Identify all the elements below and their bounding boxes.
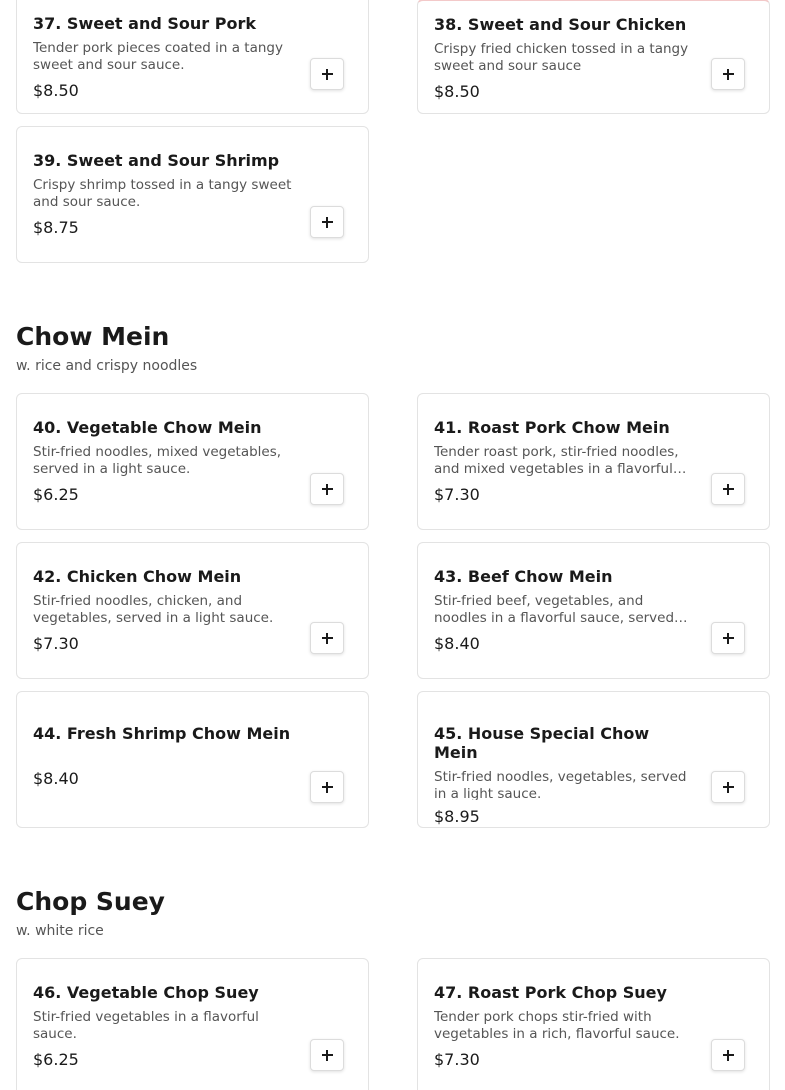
item-price: $7.30 (434, 1050, 480, 1069)
plus-icon (322, 69, 333, 80)
item-price: $7.30 (434, 485, 480, 504)
item-description: Crispy shrimp tossed in a tangy sweet and sour sauce. (33, 177, 292, 210)
plus-icon (723, 782, 734, 793)
plus-icon (723, 633, 734, 644)
section-title: Chop Suey (16, 887, 165, 916)
add-to-cart-button[interactable] (310, 1039, 344, 1071)
item-price: $8.50 (434, 81, 480, 101)
add-to-cart-button[interactable] (310, 206, 344, 238)
item-price: $6.25 (33, 485, 79, 504)
menu-item-card[interactable] (417, 393, 770, 530)
section-subtitle: w. white rice (16, 923, 104, 939)
item-title: 41. Roast Pork Chow Mein (434, 418, 670, 437)
plus-icon (723, 1050, 734, 1061)
add-to-cart-button[interactable] (310, 771, 344, 803)
plus-icon (322, 484, 333, 495)
add-to-cart-button[interactable] (711, 473, 745, 505)
item-description: Stir-fried beef, vegetables, and noodles in a flavorful sauce, served (434, 593, 675, 626)
add-to-cart-button[interactable] (711, 58, 745, 90)
item-description: Stir-fried noodles, vegetables, served in a light sauce. (434, 769, 687, 800)
item-description: Stir-fried noodles, mixed vegetables, served in a light sauce. (33, 444, 282, 477)
item-description: Crispy fried chicken tossed in a tangy sweet and sour sauce (434, 40, 689, 74)
item-title: 40. Vegetable Chow Mein (33, 418, 262, 437)
item-title: 38. Sweet and Sour Chicken (434, 14, 687, 34)
plus-icon (723, 484, 734, 495)
item-title: 43. Beef Chow Mein (434, 567, 613, 586)
item-description: Tender pork pieces coated in a tangy sweet and sour sauce. (33, 39, 283, 73)
add-to-cart-button[interactable] (310, 622, 344, 654)
section-title: Chow Mein (16, 322, 170, 351)
item-title: 45. House Special Chow Mein (434, 724, 650, 762)
menu-item-card[interactable] (417, 0, 770, 114)
item-price: $6.25 (33, 1050, 79, 1069)
plus-icon (322, 1050, 333, 1061)
add-to-cart-button[interactable] (711, 771, 745, 803)
menu-item-card[interactable] (417, 542, 770, 679)
add-to-cart-button[interactable] (711, 622, 745, 654)
menu-item-card[interactable] (417, 958, 770, 1090)
item-price: $8.40 (434, 634, 480, 653)
menu-item-card[interactable] (16, 691, 369, 828)
menu-item-card[interactable] (16, 126, 369, 263)
add-to-cart-button[interactable] (310, 58, 344, 90)
plus-icon (322, 782, 333, 793)
item-price: $8.50 (33, 80, 79, 100)
menu-item-card[interactable] (16, 542, 369, 679)
menu-item-card[interactable] (16, 958, 369, 1090)
menu-item-card[interactable] (417, 691, 770, 828)
plus-icon (723, 69, 734, 80)
item-price: $7.30 (33, 634, 79, 653)
item-description: Tender pork chops stir-fried with vegetables in a rich, flavorful sauce. (434, 1009, 680, 1042)
item-title: 37. Sweet and Sour Pork (33, 13, 256, 33)
item-title: 42. Chicken Chow Mein (33, 567, 242, 586)
add-to-cart-button[interactable] (711, 1039, 745, 1071)
item-description: Tender roast pork, stir-fried noodles, and mixed vegetables in a flavorful (434, 444, 679, 477)
plus-icon (322, 217, 333, 228)
menu-item-card[interactable] (16, 393, 369, 530)
item-price: $8.75 (33, 218, 79, 237)
item-title: 39. Sweet and Sour Shrimp (33, 151, 280, 170)
item-price: $8.95 (434, 807, 480, 826)
item-title: 44. Fresh Shrimp Chow Mein (33, 724, 291, 743)
section-subtitle: w. rice and crispy noodles (16, 358, 198, 374)
add-to-cart-button[interactable] (310, 473, 344, 505)
plus-icon (322, 633, 333, 644)
item-description: Stir-fried noodles, chicken, and vegetables, served in a light sauce. (33, 593, 274, 626)
item-title: 47. Roast Pork Chop Suey (434, 983, 667, 1002)
item-description: Stir-fried vegetables in a flavorful sauce. (33, 1009, 259, 1042)
menu-item-card[interactable] (16, 0, 369, 114)
item-title: 46. Vegetable Chop Suey (33, 983, 259, 1002)
item-price: $8.40 (33, 769, 79, 788)
